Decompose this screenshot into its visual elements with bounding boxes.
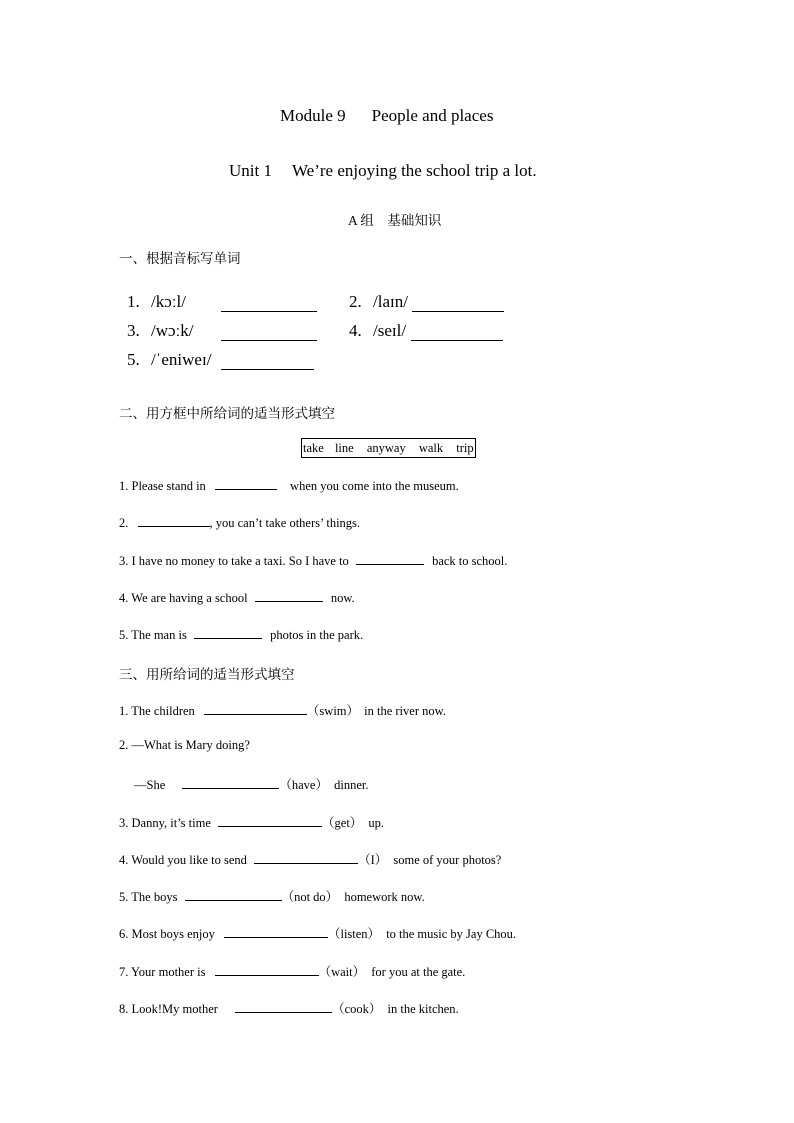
- answer-blank[interactable]: [194, 626, 262, 639]
- answer-blank[interactable]: [411, 326, 503, 341]
- answer-blank[interactable]: [215, 477, 277, 490]
- question-text: dinner.: [334, 778, 369, 792]
- question-text: 5. The boys: [119, 890, 178, 904]
- phonetic-item-5: [127, 350, 211, 370]
- word-box-item: walk: [418, 441, 444, 455]
- question-3-7: [119, 962, 465, 980]
- question-text: 5. The man is: [119, 628, 187, 642]
- phonetic-item-2: [349, 292, 408, 312]
- unit-number: Unit 1: [229, 161, 272, 180]
- word-hint: （have）: [279, 778, 328, 792]
- question-text: 3. I have no money to take a taxi. So I have to: [119, 554, 349, 568]
- question-text: 6. Most boys enjoy: [119, 927, 215, 941]
- question-text: back to school.: [432, 554, 508, 568]
- unit-title: [229, 161, 537, 181]
- word-box-item: line: [334, 441, 354, 455]
- phonetic-item-4: [349, 321, 406, 341]
- ipa-text: /kɔːl/: [151, 292, 186, 311]
- question-text: some of your photos?: [393, 853, 502, 867]
- answer-blank[interactable]: [215, 963, 319, 976]
- question-text: 1. The children: [119, 704, 195, 718]
- answer-blank[interactable]: [221, 355, 314, 370]
- answer-blank[interactable]: [185, 888, 282, 901]
- question-2-5: [119, 626, 363, 643]
- word-box-item: take: [303, 441, 324, 455]
- question-3-6: [119, 924, 516, 942]
- word-box-item: anyway: [366, 441, 406, 455]
- question-3-8: [119, 999, 459, 1017]
- question-text: now.: [330, 591, 355, 605]
- answer-blank[interactable]: [255, 589, 323, 602]
- question-text: 8. Look!My mother: [119, 1002, 218, 1016]
- question-3-2-line2: [134, 775, 368, 793]
- answer-blank[interactable]: [221, 297, 317, 312]
- word-hint: （swim）: [306, 704, 360, 718]
- module-title: [280, 106, 493, 126]
- question-text: , you can’t take others’ things.: [209, 516, 361, 530]
- question-3-3: [119, 813, 384, 831]
- question-text: 4. We are having a school: [119, 591, 248, 605]
- answer-blank[interactable]: [224, 925, 328, 938]
- answer-blank[interactable]: [182, 776, 279, 789]
- answer-blank[interactable]: [218, 814, 322, 827]
- question-2-4: [119, 589, 355, 606]
- item-number: 4.: [349, 321, 362, 340]
- question-3-1: [119, 701, 446, 719]
- word-hint: （wait）: [318, 965, 366, 979]
- answer-blank[interactable]: [138, 514, 210, 527]
- question-2-1: [119, 477, 459, 494]
- question-3-5: [119, 887, 425, 905]
- unit-name: We’re enjoying the school trip a lot.: [291, 161, 537, 180]
- question-text: 4. Would you like to send: [119, 853, 247, 867]
- question-text: 3. Danny, it’s time: [119, 816, 211, 830]
- item-number: 3.: [127, 321, 140, 340]
- word-hint: （I）: [358, 853, 388, 867]
- question-text: to the music by Jay Chou.: [386, 927, 517, 941]
- word-hint: （cook）: [332, 1002, 382, 1016]
- answer-blank[interactable]: [254, 851, 358, 864]
- question-text: in the river now.: [364, 704, 446, 718]
- question-2-3: [119, 552, 507, 569]
- word-hint: （get）: [322, 816, 363, 830]
- item-number: 5.: [127, 350, 140, 369]
- phonetic-item-1: [127, 292, 186, 312]
- question-3-2-line1: 2. —What is Mary doing?: [119, 738, 250, 752]
- ipa-text: /wɔːk/: [151, 321, 194, 340]
- word-hint: （not do）: [281, 890, 339, 904]
- ipa-text: /laɪn/: [373, 292, 408, 311]
- question-text: homework now.: [344, 890, 425, 904]
- answer-blank[interactable]: [412, 297, 504, 312]
- word-box: [301, 438, 476, 458]
- ipa-text: /ˈeniweɪ/: [151, 350, 212, 369]
- section3-heading: 三、用所给词的适当形式填空: [119, 667, 295, 683]
- word-hint: （listen）: [327, 927, 381, 941]
- group-label: A 组 基础知识: [348, 213, 442, 228]
- item-number: 1.: [127, 292, 140, 311]
- question-text: 1. Please stand in: [119, 479, 206, 493]
- question-text: photos in the park.: [270, 628, 364, 642]
- question-text: for you at the gate.: [371, 965, 466, 979]
- section1-heading: 一、根据音标写单词: [119, 251, 241, 267]
- module-number: Module 9: [280, 106, 346, 125]
- question-2-2: [119, 514, 360, 531]
- item-number: 2.: [349, 292, 362, 311]
- question-text: —She: [134, 778, 166, 792]
- word-box-item: trip: [456, 441, 474, 455]
- question-text: 7. Your mother is: [119, 965, 206, 979]
- module-name: People and places: [371, 106, 494, 125]
- section2-heading: 二、用方框中所给词的适当形式填空: [119, 406, 335, 422]
- answer-blank[interactable]: [221, 326, 317, 341]
- question-3-4: [119, 850, 501, 868]
- answer-blank[interactable]: [204, 702, 307, 715]
- phonetic-item-3: [127, 321, 194, 341]
- question-text: in the kitchen.: [387, 1002, 459, 1016]
- question-text: 2.: [119, 516, 129, 530]
- ipa-text: /seɪl/: [373, 321, 407, 340]
- question-text: up.: [368, 816, 385, 830]
- answer-blank[interactable]: [356, 552, 424, 565]
- answer-blank[interactable]: [235, 1000, 332, 1013]
- question-text: when you come into the museum.: [290, 479, 459, 493]
